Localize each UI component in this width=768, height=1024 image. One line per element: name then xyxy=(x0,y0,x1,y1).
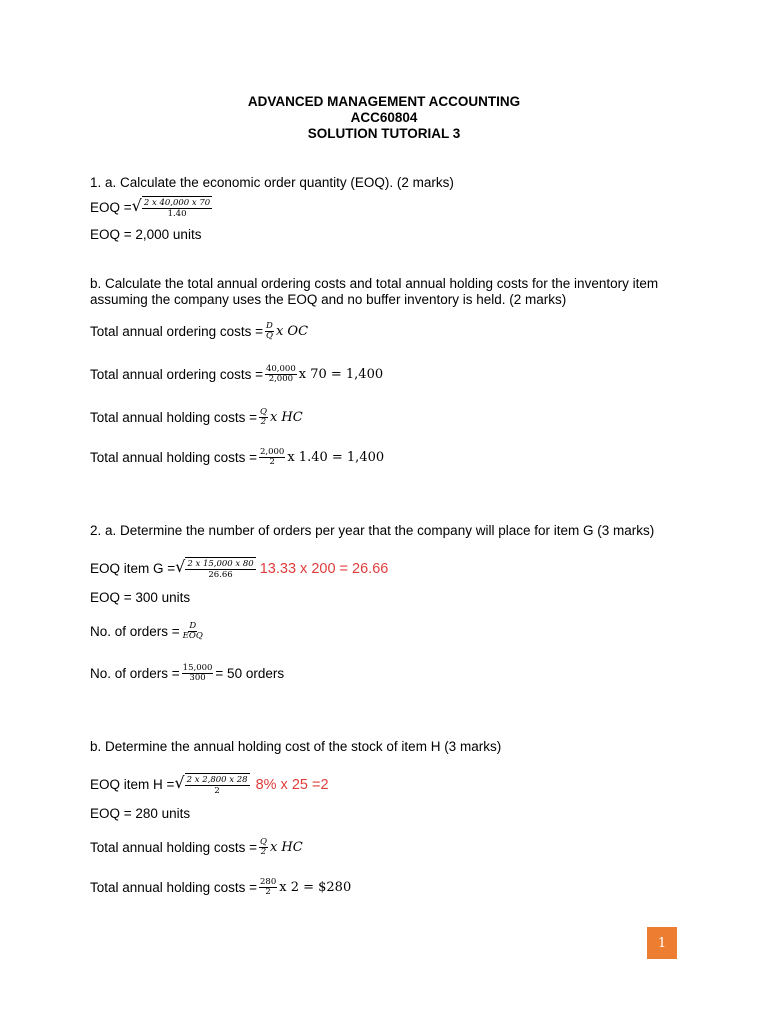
fraction-denominator: 2 xyxy=(260,417,267,428)
fraction-numerator: 40,000 xyxy=(265,364,296,374)
eoq-label: EOQ item G = xyxy=(90,561,176,577)
formula-label: No. of orders = xyxy=(90,624,180,640)
fraction-denominator: EOQ xyxy=(182,631,203,642)
fraction-denominator: Q xyxy=(265,331,273,342)
fraction-numerator: D xyxy=(189,621,197,631)
q1b-heading-line2: assuming the company uses the EOQ and no buffer inventory is held. (2 marks) xyxy=(90,292,567,307)
doc-title-course: ADVANCED MANAGEMENT ACCOUNTING xyxy=(247,94,521,109)
sqrt-denominator: 1.40 xyxy=(167,209,187,220)
eoq-label: EOQ item H = xyxy=(90,777,175,793)
formula-label: Total annual ordering costs = xyxy=(90,367,263,383)
formula-tail: x OC xyxy=(275,324,309,340)
formula-tail: x HC xyxy=(269,840,303,856)
formula-tail: = 50 orders xyxy=(215,666,285,682)
sqrt-expression: √ $\frac{2 x 2,800 x 28}{2}$ xyxy=(174,773,248,797)
q1b-ordering-calc xyxy=(90,365,383,385)
fraction xyxy=(182,664,214,684)
fraction-denominator: 2 xyxy=(269,457,275,468)
formula-label: Total annual holding costs = xyxy=(90,410,257,426)
fraction xyxy=(259,408,268,428)
annotation-note: 8% x 25 =2 xyxy=(255,776,329,793)
q2a-eoq-result: EOQ = 300 units xyxy=(90,590,191,605)
sqrt-numerator: 2 x 15,000 x 80 xyxy=(187,559,254,569)
sqrt-numerator: 2 x 2,800 x 28 xyxy=(186,775,248,785)
formula-tail: x 1.40 = 1,400 xyxy=(287,450,385,466)
q1b-holding-calc xyxy=(90,448,384,468)
fraction-numerator: Q xyxy=(260,837,267,847)
sqrt-expression: √ $\frac{2 x 40,000 x 70}{1.40}$ xyxy=(131,196,211,220)
formula-tail: x 2 = $280 xyxy=(279,880,352,896)
formula-label: Total annual holding costs = xyxy=(90,880,257,896)
formula-label: Total annual holding costs = xyxy=(90,450,257,466)
fraction xyxy=(259,448,285,468)
formula-label: Total annual holding costs = xyxy=(90,840,257,856)
fraction xyxy=(259,878,277,898)
sqrt-denominator: 26.66 xyxy=(208,570,233,581)
q2a-orders-formula xyxy=(90,622,206,642)
fraction-denominator: 300 xyxy=(189,673,206,684)
q1b-heading-line1: b. Calculate the total annual ordering costs and total annual holding costs for the inventory item xyxy=(90,276,659,291)
fraction-denominator: 2 xyxy=(265,887,271,898)
eoq-label: EOQ = xyxy=(90,200,132,216)
q1b-ordering-formula xyxy=(90,322,308,342)
fraction xyxy=(182,622,204,642)
q2b-eoq-result: EOQ = 280 units xyxy=(90,806,191,821)
fraction-numerator: 15,000 xyxy=(182,663,213,673)
fraction-denominator: 2,000 xyxy=(268,374,294,385)
q2b-heading: b. Determine the annual holding cost of the stock of item H (3 marks) xyxy=(90,739,502,754)
formula-label: No. of orders = xyxy=(90,666,180,682)
q2a-eoq-formula xyxy=(90,557,388,580)
page-number-badge: 1 xyxy=(647,927,677,959)
q2a-orders-calc xyxy=(90,664,284,684)
q2b-holding-calc xyxy=(90,878,351,898)
fraction-numerator: D xyxy=(266,321,273,331)
formula-label: Total annual ordering costs = xyxy=(90,324,263,340)
sqrt-expression: √ $\frac{2 x 15,000 x 80}{26.66}$ xyxy=(175,557,254,581)
fraction-numerator: 2,000 xyxy=(260,447,285,457)
doc-title-code: ACC60804 xyxy=(350,110,418,125)
doc-title-tutorial: SOLUTION TUTORIAL 3 xyxy=(307,126,461,141)
formula-tail: x 70 = 1,400 xyxy=(298,367,384,383)
q1a-eoq-formula xyxy=(90,196,212,219)
sqrt-denominator: 2 xyxy=(214,786,220,797)
formula-tail: x HC xyxy=(269,410,303,426)
q1b-holding-formula xyxy=(90,408,303,428)
q2a-heading: 2. a. Determine the number of orders per year that the company will place for item G (3 marks) xyxy=(90,523,655,538)
annotation-note: 13.33 x 200 = 26.66 xyxy=(259,560,389,577)
q2b-eoq-formula xyxy=(90,773,329,796)
q2b-holding-formula xyxy=(90,838,303,858)
fraction-numerator: 280 xyxy=(260,877,277,887)
fraction xyxy=(259,838,268,858)
q1a-eoq-result: EOQ = 2,000 units xyxy=(90,227,202,242)
q1a-heading: 1. a. Calculate the economic order quantity (EOQ). (2 marks) xyxy=(90,175,454,190)
fraction-numerator: Q xyxy=(260,407,267,417)
fraction xyxy=(265,322,274,342)
fraction xyxy=(265,365,297,385)
fraction-denominator: 2 xyxy=(260,847,267,858)
sqrt-numerator: 2 x 40,000 x 70 xyxy=(143,198,211,208)
